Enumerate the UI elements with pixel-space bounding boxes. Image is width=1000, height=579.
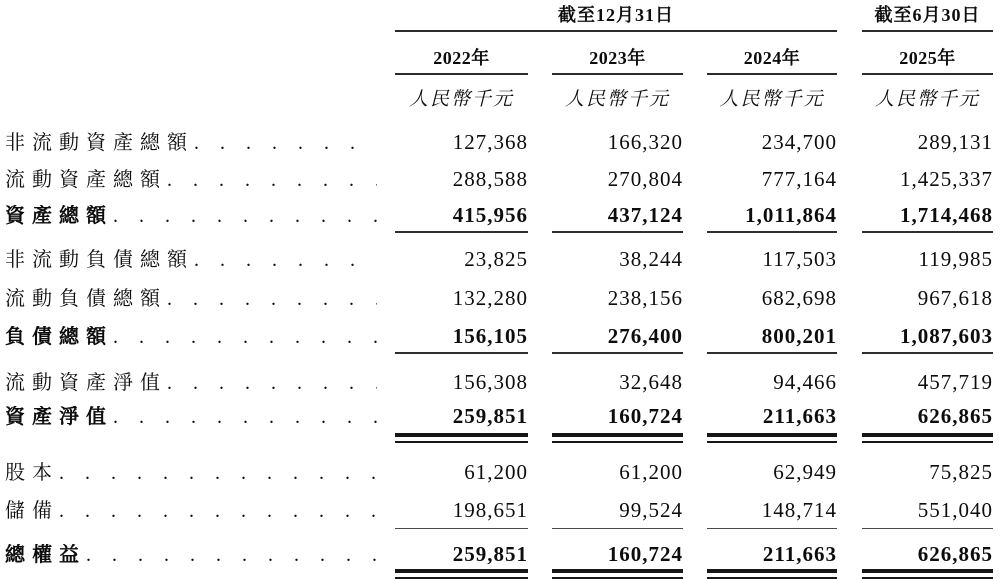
rule-line bbox=[395, 231, 528, 233]
double-rule-line bbox=[552, 569, 683, 579]
column-group-header-row bbox=[5, 4, 1000, 32]
rule-line bbox=[395, 352, 528, 354]
dot-leader bbox=[167, 169, 377, 191]
table-row-total-equity bbox=[5, 543, 1000, 566]
row-label: 流動負債總額 bbox=[5, 288, 167, 310]
cell-2024: 117,503 bbox=[762, 247, 837, 271]
double-rule-line bbox=[395, 433, 528, 443]
column-group-dec31: 截至12月31日 bbox=[395, 4, 837, 32]
unit-row bbox=[5, 89, 1000, 111]
cell-2024: 94,466 bbox=[773, 370, 837, 394]
section-rule bbox=[5, 352, 1000, 354]
cell-2022: 198,651 bbox=[452, 498, 528, 522]
rule-line bbox=[862, 528, 993, 529]
cell-2024: 211,663 bbox=[762, 404, 837, 428]
table-row-total-assets bbox=[5, 204, 1000, 227]
table-row-share-capital bbox=[5, 461, 1000, 484]
row-label: 資產總額 bbox=[5, 205, 113, 227]
unit-label: 人民幣千元 bbox=[564, 89, 670, 110]
double-rule-line bbox=[395, 569, 528, 579]
dot-leader bbox=[167, 288, 377, 310]
cell-2025: 75,825 bbox=[929, 460, 993, 484]
cell-2022: 415,956 bbox=[452, 203, 528, 227]
row-label: 流動資產總額 bbox=[5, 169, 167, 191]
cell-2025: 1,425,337 bbox=[900, 167, 993, 191]
cell-2024: 211,663 bbox=[762, 542, 837, 566]
row-label: 儲備 bbox=[5, 500, 59, 522]
column-group-jun30: 截至6月30日 bbox=[862, 4, 993, 32]
unit-label: 人民幣千元 bbox=[719, 89, 825, 110]
cell-2025: 1,714,468 bbox=[900, 203, 993, 227]
year-header-2025: 2025年 bbox=[862, 47, 993, 75]
year-header-2022: 2022年 bbox=[395, 47, 528, 75]
table-row-total-liabilities bbox=[5, 325, 1000, 348]
year-header-row bbox=[5, 47, 1000, 75]
rule-line bbox=[707, 352, 837, 354]
cell-2023: 160,724 bbox=[607, 542, 683, 566]
table-row-current-liabilities bbox=[5, 287, 1000, 310]
double-rule-line bbox=[707, 569, 837, 579]
rule-line bbox=[862, 352, 993, 354]
cell-2022: 127,368 bbox=[452, 130, 528, 154]
dot-leader bbox=[59, 462, 377, 484]
cell-2025: 1,087,603 bbox=[900, 324, 993, 348]
row-label: 非流動負債總額 bbox=[5, 249, 194, 271]
cell-2024: 1,011,864 bbox=[745, 203, 837, 227]
dot-leader bbox=[167, 372, 377, 394]
row-label: 股本 bbox=[5, 462, 59, 484]
dot-leader bbox=[113, 205, 377, 227]
row-label: 流動資產淨值 bbox=[5, 372, 167, 394]
dot-leader bbox=[59, 500, 377, 522]
table-row-net-assets bbox=[5, 405, 1000, 428]
rule-line bbox=[707, 528, 837, 529]
cell-2023: 99,524 bbox=[619, 498, 683, 522]
cell-2022: 61,200 bbox=[464, 460, 528, 484]
cell-2024: 234,700 bbox=[761, 130, 837, 154]
cell-2025: 626,865 bbox=[917, 404, 993, 428]
year-header-2024: 2024年 bbox=[707, 47, 837, 75]
cell-2023: 166,320 bbox=[607, 130, 683, 154]
cell-2022: 132,280 bbox=[452, 286, 528, 310]
cell-2025: 457,719 bbox=[917, 370, 993, 394]
cell-2023: 437,124 bbox=[607, 203, 683, 227]
cell-2022: 259,851 bbox=[452, 404, 528, 428]
cell-2024: 62,949 bbox=[773, 460, 837, 484]
double-rule-line bbox=[707, 433, 837, 443]
cell-2022: 156,105 bbox=[452, 324, 528, 348]
cell-2023: 160,724 bbox=[607, 404, 683, 428]
total-double-rule bbox=[5, 569, 1000, 579]
rule-line bbox=[552, 528, 683, 529]
year-header-2023: 2023年 bbox=[552, 47, 683, 75]
cell-2023: 238,156 bbox=[607, 286, 683, 310]
double-rule-line bbox=[862, 433, 993, 443]
row-label: 總權益 bbox=[5, 544, 86, 566]
dot-leader bbox=[86, 544, 377, 566]
cell-2025: 967,618 bbox=[917, 286, 993, 310]
row-label: 資產淨值 bbox=[5, 406, 113, 428]
cell-2025: 289,131 bbox=[917, 130, 993, 154]
rule-line bbox=[707, 231, 837, 233]
cell-2022: 156,308 bbox=[452, 370, 528, 394]
cell-2024: 682,698 bbox=[761, 286, 837, 310]
section-rule bbox=[5, 231, 1000, 233]
cell-2025: 626,865 bbox=[917, 542, 993, 566]
cell-2025: 551,040 bbox=[917, 498, 993, 522]
dot-leader bbox=[113, 326, 377, 348]
total-double-rule bbox=[5, 433, 1000, 443]
row-label: 負債總額 bbox=[5, 326, 113, 348]
unit-label: 人民幣千元 bbox=[874, 89, 980, 110]
rule-line bbox=[395, 528, 528, 529]
cell-2023: 38,244 bbox=[619, 247, 683, 271]
subtotal-rule bbox=[5, 528, 1000, 529]
cell-2022: 259,851 bbox=[452, 542, 528, 566]
cell-2025: 119,985 bbox=[918, 247, 993, 271]
cell-2023: 61,200 bbox=[619, 460, 683, 484]
table-row-reserves bbox=[5, 499, 1000, 522]
cell-2024: 800,201 bbox=[761, 324, 837, 348]
dot-leader bbox=[113, 406, 377, 428]
cell-2022: 288,588 bbox=[452, 167, 528, 191]
table-row-noncurrent-assets bbox=[5, 131, 1000, 154]
dot-leader bbox=[194, 249, 377, 271]
row-label: 非流動資產總額 bbox=[5, 132, 194, 154]
cell-2022: 23,825 bbox=[464, 247, 528, 271]
rule-line bbox=[552, 231, 683, 233]
cell-2023: 276,400 bbox=[607, 324, 683, 348]
cell-2023: 32,648 bbox=[619, 370, 683, 394]
cell-2023: 270,804 bbox=[607, 167, 683, 191]
double-rule-line bbox=[552, 433, 683, 443]
cell-2024: 777,164 bbox=[761, 167, 837, 191]
rule-line bbox=[552, 352, 683, 354]
cell-2024: 148,714 bbox=[761, 498, 837, 522]
table-row-noncurrent-liabilities bbox=[5, 248, 1000, 271]
double-rule-line bbox=[862, 569, 993, 579]
dot-leader bbox=[194, 132, 377, 154]
table-row-current-assets bbox=[5, 168, 1000, 191]
rule-line bbox=[862, 231, 993, 233]
unit-label: 人民幣千元 bbox=[408, 89, 514, 110]
table-row-net-current-assets bbox=[5, 371, 1000, 394]
